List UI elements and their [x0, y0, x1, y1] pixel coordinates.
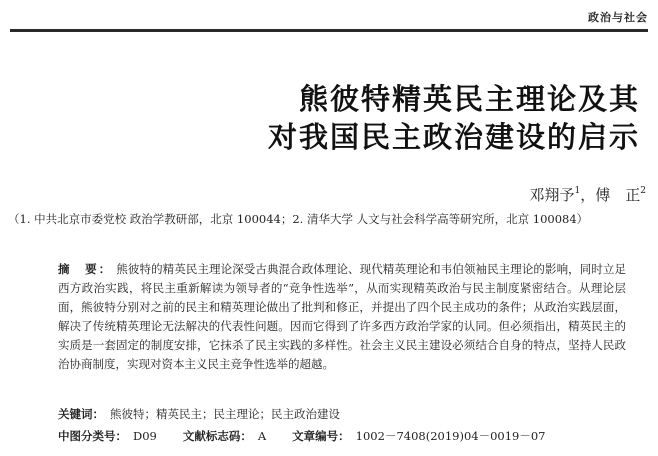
classification-row	[58, 428, 628, 444]
abstract	[58, 260, 626, 374]
section-label: 政治与社会	[588, 11, 648, 24]
doc-code-value: A	[257, 429, 267, 443]
clc-label: 中图分类号：	[58, 429, 127, 443]
doc-code-field	[183, 428, 266, 444]
author-affiliation-marker: 1	[574, 186, 581, 196]
author-name: 傅 正	[595, 186, 641, 204]
clc-value: D09	[133, 429, 157, 443]
header-rule	[10, 29, 648, 32]
keywords-value: 熊彼特；精英民主；民主理论；民主政治建设	[110, 407, 340, 421]
author-affiliation-marker: 2	[640, 186, 646, 196]
article-title	[120, 80, 640, 156]
article-no-label: 文章编号：	[292, 429, 350, 443]
title-line-1: 熊彼特精英民主理论及其	[298, 82, 640, 116]
author-name: 邓翔予	[529, 186, 575, 204]
journal-header	[0, 0, 658, 34]
affiliation-line: （1. 中共北京市委党校 政治学教研部，北京 100044；2. 清华大学 人文与社会科学高等研究所，北京 100084）	[8, 212, 589, 226]
clc-field	[58, 428, 157, 444]
abstract-label: 摘 要：	[58, 262, 113, 276]
doc-code-label: 文献标志码：	[182, 429, 252, 443]
title-line-2: 对我国民主政治建设的启示	[267, 120, 640, 154]
author-list	[529, 184, 646, 205]
keywords	[58, 406, 340, 422]
keywords-label: 关键词：	[58, 407, 104, 421]
author-separator: ，	[580, 186, 596, 204]
article-no-field	[292, 428, 545, 444]
article-no-value: 1002－7408(2019)04－0019－07	[355, 429, 546, 443]
abstract-text: 熊彼特的精英民主理论深受古典混合政体理论、现代精英理论和韦伯领袖民主理论的影响，同时立足西方政治实践，将民主重新解读为领导者的“竞争性选举”，从而实现精英政治与民主制度紧密结合。从理论层面，熊彼特分别对之前的民主和精英理论做出了批判和修正，并提出了四个民主成功的条件；从政治实践层面，解决了传统精英理论无法解决的代表性问题。因而它得到了许多西方政治学家的认同。但必须指出，精英民主的实质是一套固定的制度安排，它抹杀了民主实践的多样性。社会主义民主建设必须结合自身的特点，坚持人民政治协商制度，实现对资本主义民主竞争性选举的超越。	[58, 262, 626, 371]
